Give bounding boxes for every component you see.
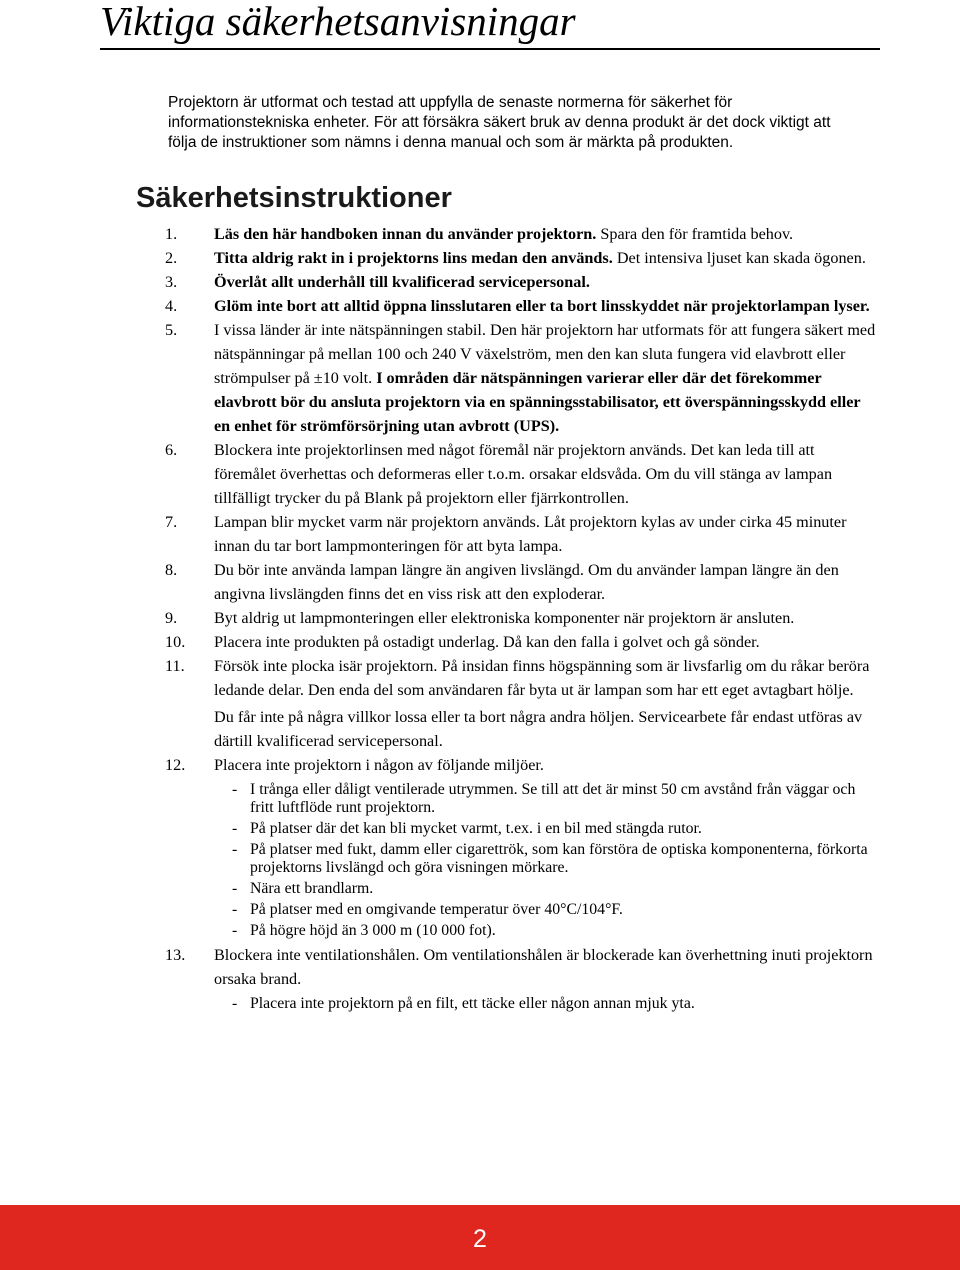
item-number: 5. [165,321,178,339]
item-body [214,438,879,510]
sub-list-item [214,995,879,1013]
list-item [0,630,960,654]
sub-list [214,781,879,940]
list-item [0,438,960,510]
page-number-text: 2 [473,1225,487,1253]
dash-bullet: - [232,922,238,939]
sub-list-item [214,901,879,919]
sub-item-text: På högre höjd än 3 000 m (10 000 fot). [250,922,496,939]
sub-item-text: På platser med fukt, damm eller cigarettrök, som kan förstöra de optiska komponenterna, förkorta projektorns livslängd och göra visningen mörkare. [250,841,868,876]
item-body [214,270,879,294]
item-body [214,294,879,318]
list-item [0,222,960,246]
list-item [0,318,960,438]
item-text: I vissa länder är inte nätspänningen stabil. Den här projektorn har utformats för att fungera säkert med nätspänningar på mellan 100 och 240 V växelström, men den kan sluta fungera vid elavbrott eller strömpulser på ±10 volt. [214,321,876,387]
sub-item-text: På platser med en omgivande temperatur över 40°C/104°F. [250,901,623,918]
safety-instructions-list [0,222,960,1016]
item-text: Byt aldrig ut lampmonteringen eller elektroniska komponenter när projektorn är ansluten. [214,609,795,627]
item-number: 11. [165,657,185,675]
item-text: Placera inte projektorn i någon av följande miljöer. [214,756,544,774]
page-title: Viktiga säkerhetsanvisningar [100,0,576,44]
sub-list-item [214,880,879,898]
item-body [214,943,879,1016]
item-number: 13. [165,946,186,964]
list-item [0,606,960,630]
item-number: 4. [165,297,178,315]
dash-bullet: - [232,995,238,1012]
item-text: Det intensiva ljuset kan skada ögonen. [612,249,866,267]
sub-item-text: Nära ett brandlarm. [250,880,374,897]
item-number: 1. [165,225,178,243]
item-bold-text: Titta aldrig rakt in i projektorns lins medan den används. [214,249,613,267]
section-heading: Säkerhetsinstruktioner [136,182,452,214]
item-body [214,222,879,246]
dash-bullet: - [232,841,238,858]
item-body [214,654,879,753]
sub-list-item [214,841,879,877]
item-number: 6. [165,441,178,459]
sub-list-item [214,781,879,817]
item-number: 8. [165,561,178,579]
list-item [0,510,960,558]
dash-bullet: - [232,901,238,918]
list-item [0,753,960,943]
intro-paragraph: Projektorn är utformat och testad att uppfylla de senaste normerna för säkerhet för informationstekniska enheter. För att försäkra säkert bruk av denna produkt är det dock viktigt att följa de instruktioner som nämns i denna manual och som är märkta på produkten. [168,94,831,151]
item-text: Blockera inte projektorlinsen med något föremål när projektorn används. Det kan leda till att föremålet överhettas och deformeras eller t.o.m. orsakar eldsvåda. Om du vill stänga av lampan tillfälligt trycker du på Blank på projektorn eller fjärrkontrollen. [214,441,833,507]
item-bold-text: I områden där nätspänningen varierar eller där det förekommer elavbrott bör du ansluta projektorn via en spänningsstabilisator, ett överspänningsskydd eller en enhet för strömförsörjning utan avbrott (UPS). [214,369,861,435]
sub-item-text: På platser där det kan bli mycket varmt, t.ex. i en bil med stängda rutor. [250,820,702,837]
list-item [0,294,960,318]
item-text: Försök inte plocka isär projektorn. På insidan finns högspänning som är livsfarlig om du råkar beröra ledande delar. Den enda del som användaren får byta ut är lampan som har ett eget avtagbart hölje. [214,657,870,699]
sub-item-text: Placera inte projektorn på en filt, ett täcke eller någon annan mjuk yta. [250,995,695,1012]
item-number: 2. [165,249,178,267]
dash-bullet: - [232,781,238,798]
item-bold-text: Läs den här handboken innan du använder projektorn. [214,225,597,243]
item-number: 3. [165,273,178,291]
item-number: 7. [165,513,178,531]
item-text: Placera inte produkten på ostadigt underlag. Då kan den falla i golvet och gå sönder. [214,633,760,651]
sub-item-text: I trånga eller dåligt ventilerade utrymmen. Se till att det är minst 50 cm avstånd från väggar och fritt luftflöde runt projektorn. [250,781,856,816]
list-item [0,943,960,1016]
item-extra-text: Du får inte på några villkor lossa eller ta bort några andra höljen. Servicearbete får endast utföras av därtill kvalificerad servicepersonal. [214,708,863,750]
item-body [214,630,879,654]
item-number: 10. [165,633,186,651]
item-number: 9. [165,609,178,627]
item-body [214,510,879,558]
list-item [0,246,960,270]
list-item [0,654,960,753]
item-body [214,606,879,630]
sub-list-item [214,820,879,838]
item-body [214,753,879,943]
item-text: Blockera inte ventilationshålen. Om ventilationshålen är blockerade kan överhettning inuti projektorn orsaka brand. [214,946,873,988]
dash-bullet: - [232,880,238,897]
sub-list-item [214,922,879,940]
item-bold-text: Glöm inte bort att alltid öppna linsslutaren eller ta bort linsskyddet när projektorlampan lyser. [214,297,870,315]
sub-list [214,995,879,1013]
item-text: Du bör inte använda lampan längre än angiven livslängd. Om du använder lampan längre än den angivna livslängden finns det en viss risk att den exploderar. [214,561,839,603]
list-item [0,270,960,294]
item-body [214,246,879,270]
title-rule [100,48,880,50]
item-bold-text: Överlåt allt underhåll till kvalificerad servicepersonal. [214,273,590,291]
dash-bullet: - [232,820,238,837]
item-text: Lampan blir mycket varm när projektorn används. Låt projektorn kylas av under cirka 45 minuter innan du tar bort lampmonteringen för att byta lampa. [214,513,847,555]
item-number: 12. [165,756,186,774]
item-text: Spara den för framtida behov. [596,225,794,243]
item-body [214,558,879,606]
item-body [214,318,879,438]
page-number [0,1224,960,1254]
list-item [0,558,960,606]
